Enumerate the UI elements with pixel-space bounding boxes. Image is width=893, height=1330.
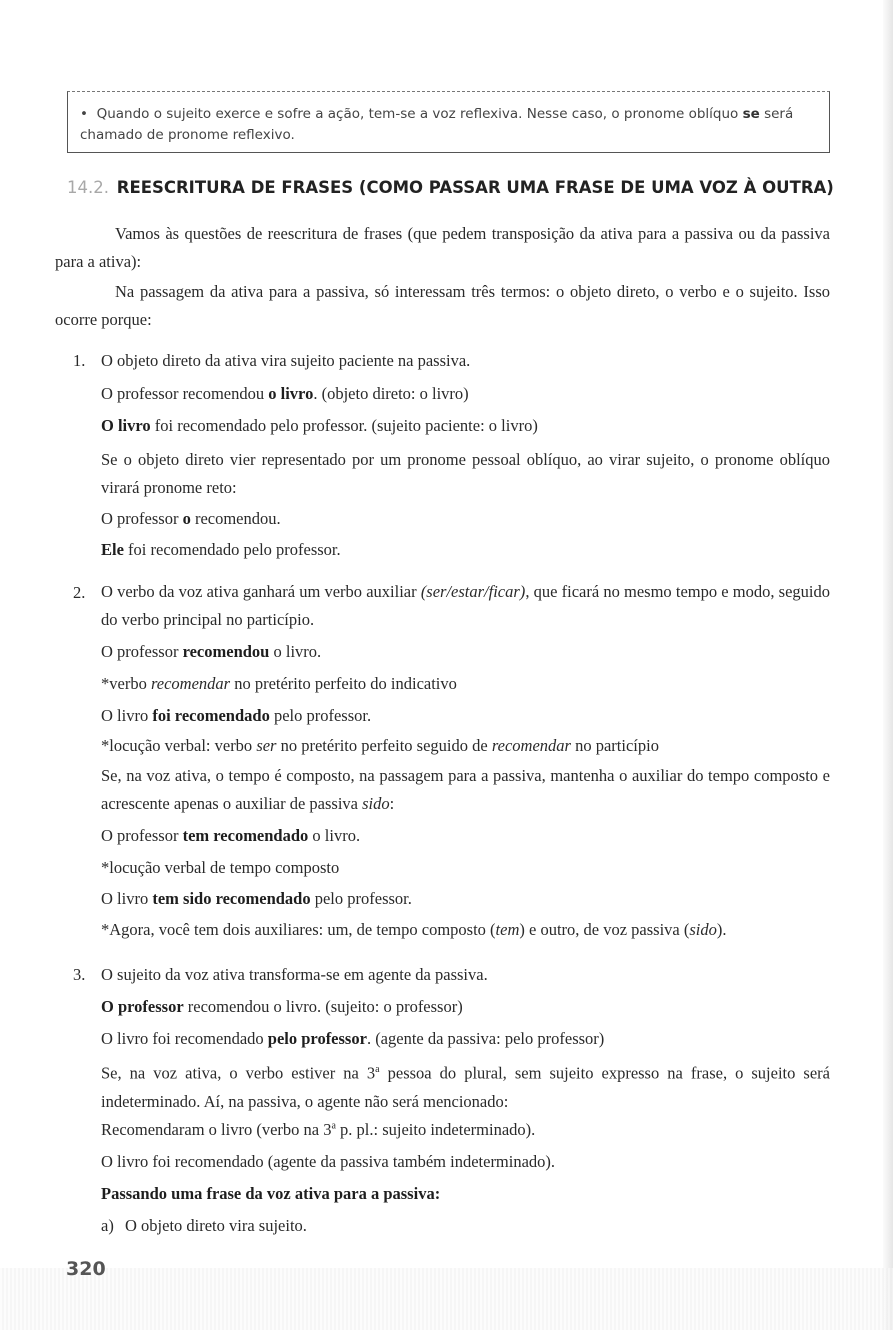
item-1-example-1: O professor recomendou o livro. (objeto direto: o livro) — [101, 384, 469, 403]
item-3-example-1: O professor recomendou o livro. (sujeito: o professor) — [101, 997, 463, 1016]
item-1-example-4: Ele foi recomendado pelo professor. — [101, 540, 341, 559]
note-box — [67, 91, 830, 153]
item-3-marker: 3. — [73, 965, 86, 984]
note-text: • Quando o sujeito exerce e sofre a ação, tem-se a voz reflexiva. Nesse caso, o pronome oblíquo se será chamado de pronome reflexivo. — [80, 106, 794, 143]
item-2-note-2: *locução verbal: verbo ser no pretérito perfeito seguido de recomendar no particípio — [101, 736, 659, 755]
item-2-note-4: *Agora, você tem dois auxiliares: um, de tempo composto (tem) e outro, de voz passiva (sido). — [101, 920, 727, 939]
page-number: 320 — [66, 1258, 106, 1280]
intro-paragraph-2: Na passagem da ativa para a passiva, só interessam três termos: o objeto direto, o verbo e o sujeito. Isso ocorre porque: — [55, 282, 830, 329]
item-3-example-2: O livro foi recomendado pelo professor. (agente da passiva: pelo professor) — [101, 1029, 605, 1048]
item-1-note: Se o objeto direto vier representado por um pronome pessoal oblíquo, ao virar sujeito, o pronome oblíquo virará pronome reto: — [101, 450, 830, 497]
item-3-heading: O sujeito da voz ativa transforma-se em agente da passiva. — [101, 965, 488, 984]
item-1-example-2: O livro foi recomendado pelo professor. (sujeito paciente: o livro) — [101, 416, 538, 435]
item-2-example-4: O livro tem sido recomendado pelo professor. — [101, 889, 412, 908]
section-number: 14.2. — [67, 178, 109, 197]
item-1-marker: 1. — [73, 351, 86, 370]
item-2-heading: O verbo da voz ativa ganhará um verbo auxiliar (ser/estar/ficar), que ficará no mesmo tempo e modo, seguido do verbo principal no particípio. — [101, 582, 830, 629]
intro-paragraph-1: Vamos às questões de reescritura de frases (que pedem transposição da ativa para a passiva ou da passiva para a ativa): — [55, 224, 830, 271]
item-3-example-4: O livro foi recomendado (agente da passiva também indeterminado). — [101, 1152, 556, 1171]
item-1-heading: O objeto direto da ativa vira sujeito paciente na passiva. — [101, 351, 471, 370]
footer-shade — [0, 1268, 893, 1330]
item-3-note: Se, na voz ativa, o verbo estiver na 3$^a$ pessoa do plural, sem sujeito expresso na frase, o sujeito será indeterminado. Aí, na passiva, o agente não será mencionado: — [101, 1063, 830, 1111]
item-2-note-3: *locução verbal de tempo composto — [101, 858, 340, 877]
sub-item-a-marker: a) — [101, 1216, 114, 1235]
item-2-marker: 2. — [73, 583, 86, 602]
item-2-note-1: *verbo recomendar no pretérito perfeito do indicativo — [101, 674, 457, 693]
item-2-example-2: O livro foi recomendado pelo professor. — [101, 706, 372, 725]
item-2-note: Se, na voz ativa, o tempo é composto, na passagem para a passiva, mantenha o auxiliar do tempo composto e acrescente apenas o auxiliar de passiva sido: — [101, 766, 830, 813]
item-2-example-1: O professor recomendou o livro. — [101, 642, 322, 661]
sub-item-a-text: O objeto direto vira sujeito. — [125, 1216, 307, 1235]
section-title — [67, 178, 837, 197]
item-3-subheading: Passando uma frase da voz ativa para a passiva: — [101, 1184, 441, 1203]
item-1-example-3: O professor o recomendou. — [101, 509, 281, 528]
page-edge — [883, 0, 893, 1330]
note-bullet: • — [80, 106, 88, 122]
item-2-example-3: O professor tem recomendado o livro. — [101, 826, 361, 845]
item-3-example-3: Recomendaram o livro (verbo na 3$^a$ p. pl.: sujeito indeterminado). — [101, 1120, 536, 1139]
section-heading: REESCRITURA DE FRASES (COMO PASSAR UMA FRASE DE UMA VOZ À OUTRA) — [116, 178, 834, 197]
